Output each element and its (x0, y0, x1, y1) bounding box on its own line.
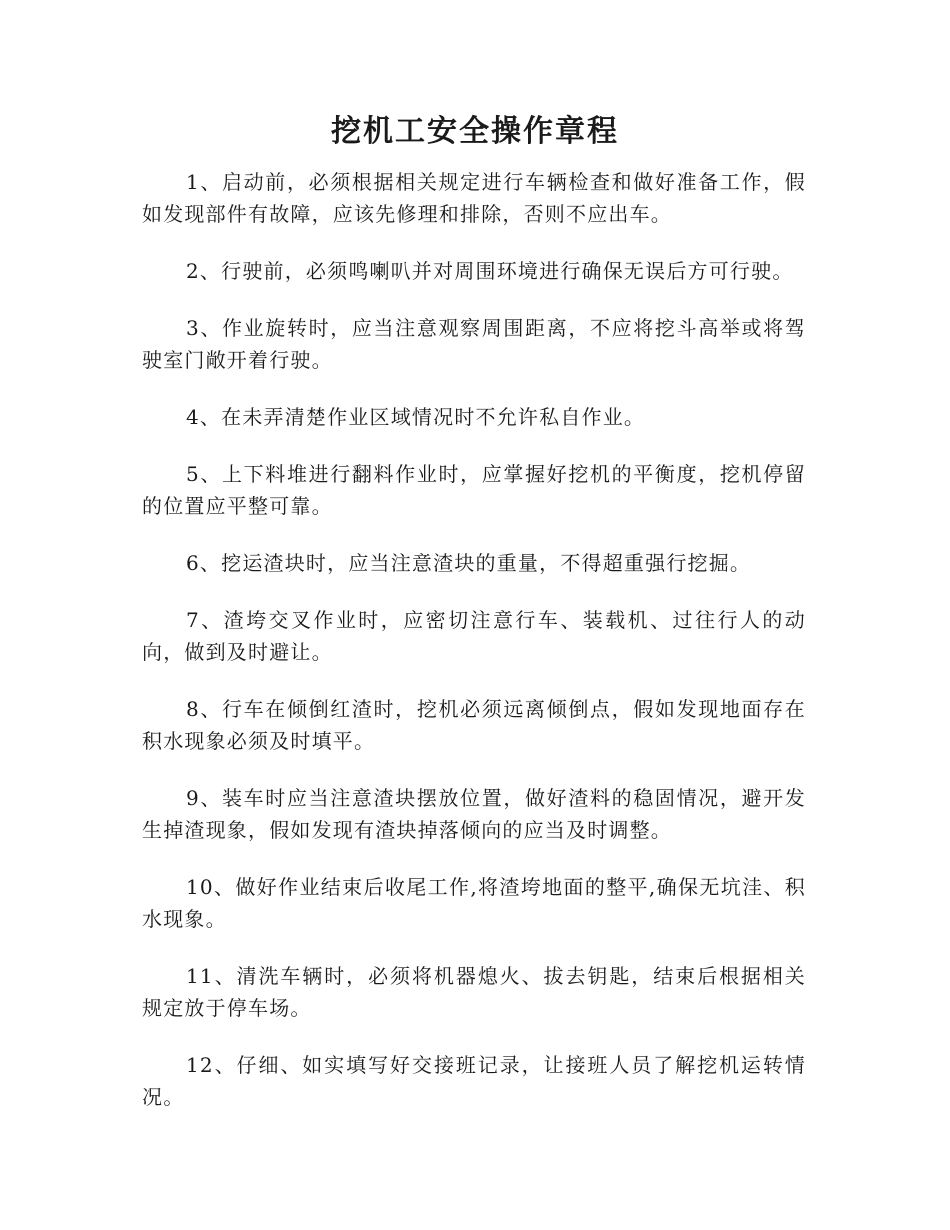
paragraph-12: 12、仔细、如实填写好交接班记录，让接班人员了解挖机运转情况。 (142, 1053, 806, 1109)
paragraph-10: 10、做好作业结束后收尾工作,将渣垮地面的整平,确保无坑洼、积水现象。 (142, 875, 806, 931)
page-title: 挖机工安全操作章程 (331, 114, 619, 149)
paragraph-5: 5、上下料堆进行翻料作业时，应掌握好挖机的平衡度，挖机停留的位置应平整可靠。 (142, 462, 806, 518)
paragraph-9: 9、装车时应当注意渣块摆放位置，做好渣料的稳固情况，避开发生掉渣现象，假如发现有渣块掉落倾向的应当及时调整。 (142, 786, 806, 842)
paragraph-8: 8、行车在倾倒红渣时，挖机必须远离倾倒点，假如发现地面存在积水现象必须及时填平。 (142, 697, 806, 753)
paragraph-7: 7、渣垮交叉作业时，应密切注意行车、装载机、过往行人的动向，做到及时避让。 (142, 608, 806, 664)
paragraph-11: 11、清洗车辆时，必须将机器熄火、拔去钥匙，结束后根据相关规定放于停车场。 (142, 964, 806, 1020)
paragraph-4: 4、在未弄清楚作业区域情况时不允许私自作业。 (186, 405, 646, 429)
paragraph-6: 6、挖运渣块时，应当注意渣块的重量，不得超重强行挖掘。 (186, 551, 752, 575)
paragraph-3: 3、作业旋转时，应当注意观察周围距离，不应将挖斗高举或将驾驶室门敞开着行驶。 (142, 316, 806, 372)
paragraph-2: 2、行驶前，必须鸣喇叭并对周围环境进行确保无误后方可行驶。 (186, 259, 794, 283)
paragraph-1: 1、启动前，必须根据相关规定进行车辆检查和做好准备工作，假如发现部件有故障，应该先修理和排除，否则不应出车。 (142, 170, 806, 226)
document-body (142, 166, 806, 1138)
